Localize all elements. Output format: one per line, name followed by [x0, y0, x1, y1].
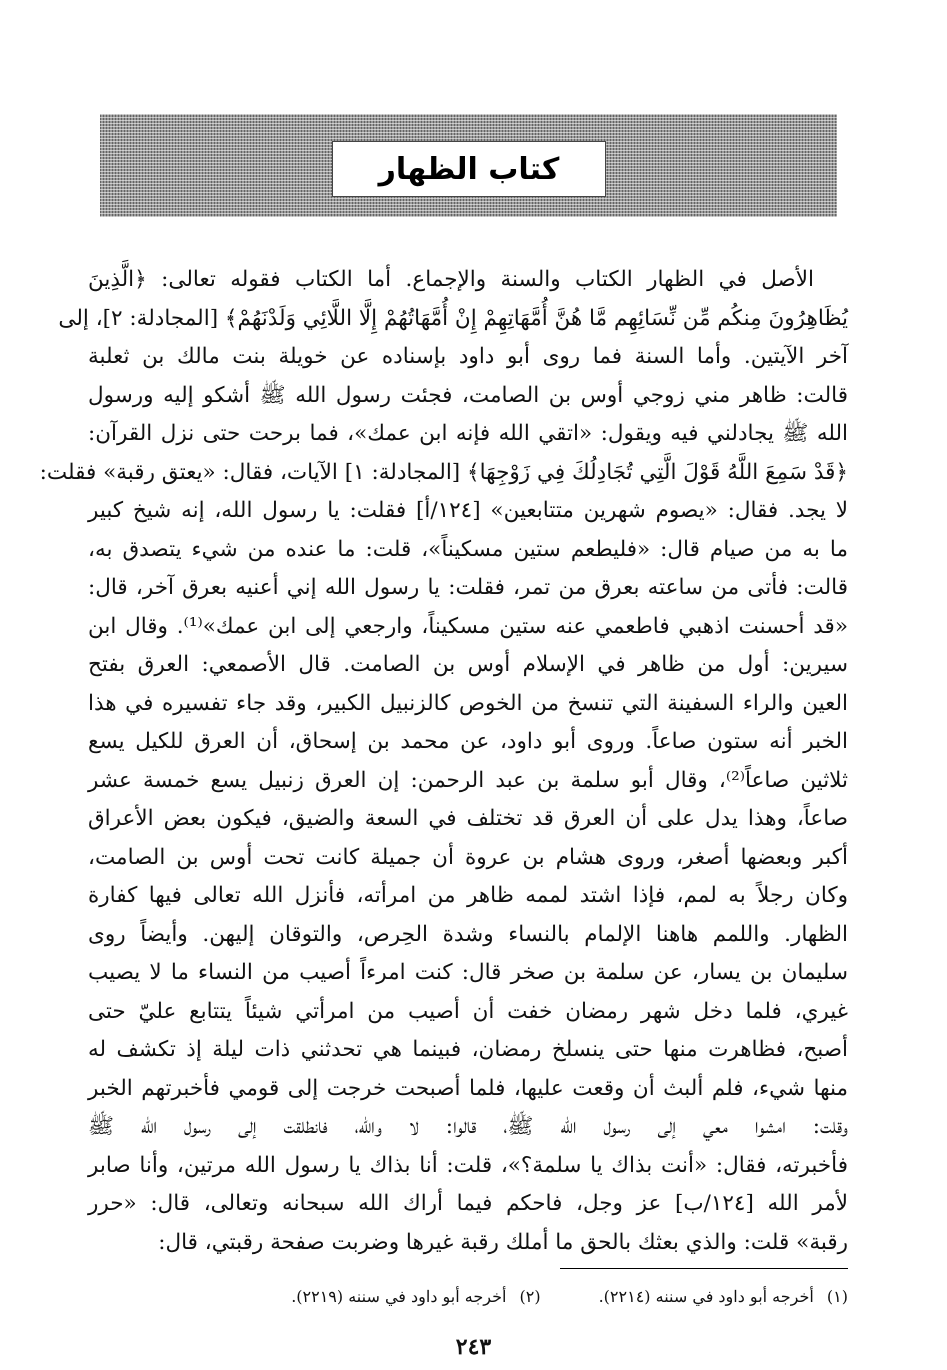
text-line: الخبر أنه ستون صاعاً. وروى أبو داود، عن محمد بن إسحاق، أن العرق للكيل يسع [88, 729, 848, 754]
footnote [599, 1287, 848, 1306]
text-line: الله ﷺ يجادلني فيه ويقول: «اتقي الله فإنه ابن عمك»، فما برحت حتى نزل القرآن: [88, 421, 848, 446]
footnote-text: أخرجه أبو داود في سننه (٢٢١٩). [291, 1287, 507, 1306]
text-line: لا يجد. فقال: «يصوم شهرين متتابعين» [١٢٤/أ] فقلت: يا رسول الله، إنه شيخ كبير [88, 498, 849, 523]
text-line: يُظَاهِرُونَ مِنكُم مِّن نِّسَائِهِم مَّا هُنَّ أُمَّهَاتِهِمْ إِنْ أُمَّهَاتُهُمْ إِلَّا اللَّائِي وَلَدْنَهُمْ﴾ [المجادلة: ٢]، إلى [58, 305, 848, 331]
text-line: ما به من صيام قال: «فليطعم ستين مسكيناً»، قلت: ما عنده من شيء يتصدق به، [88, 536, 848, 562]
text-line: لأمر الله [١٢٤/ب] عز وجل، فاحكم فيما أراك الله سبحانه وتعالى، قال: «حرر [88, 1191, 848, 1216]
page-number: ٢٤٣ [455, 1334, 492, 1360]
body-text [39, 261, 849, 1262]
text-line: قالت: ظاهر مني زوجي أوس بن الصامت، فجئت رسول الله ﷺ أشكو إليه ورسول [88, 382, 848, 408]
text-line: ﴿قَدْ سَمِعَ اللَّهُ قَوْلَ الَّتِي تُجَادِلُكَ فِي زَوْجِهَا﴾ [المجادلة: ١] الآيات، فقال: «يعتق رقبة» فقلت: [39, 459, 848, 485]
text-line: سليمان بن يسار، عن سلمة بن صخر قال: كنت امرءاً أصيب من النساء ما لا يصيب [88, 960, 848, 985]
text-line: أكبر وبعضها أصغر، وروى هشام بن عروة أن جميلة كانت تحت أوس بن الصامت، [88, 844, 848, 870]
text-line: «قد أحسنت اذهبي فاطعمي عنه ستين مسكيناً، وارجعي إلى ابن عمك»⁽¹⁾. وقال ابن [88, 613, 848, 639]
footnote-mark: (١) [826, 1287, 848, 1306]
text-line: وقلت: امشوا معي إلى رسول الله ﷺ، قالوا: لا والله، فانطلقت إلى رسول الله ﷺ [88, 1114, 848, 1139]
text-line: أصبح، فظاهرت منها حتى ينسلخ رمضان، فبينما هي تحدثني ذات ليلة إذ تكشف له [88, 1037, 848, 1062]
footnote-mark: (٢) [519, 1287, 541, 1306]
footnote-divider [560, 1268, 848, 1269]
text-line: فأخبرته، فقال: «أنت بذاك يا سلمة؟»، قلت: أنا بذاك يا رسول الله مرتين، وأنا صابر [88, 1152, 848, 1178]
text-line: وكان رجلاً به لمم، فإذا اشتد لممه ظاهر من امرأته، فأنزل الله تعالى فيها كفارة [88, 883, 848, 908]
text-line: الظهار. واللمم هاهنا الإلمام بالنساء وشدة الحِرص، والتوقان إليهن. وأيضاً روى [88, 921, 848, 947]
footnotes [88, 1287, 848, 1306]
text-line: قالت: فأتى من ساعته بعرق من تمر، فقلت: يا رسول الله إني أعنيه بعرق آخر، قال: [88, 575, 848, 600]
text-line: منها شيء، فلم ألبث أن وقعت عليها، فلما أصبحت خرجت إلى قومي فأخبرتهم الخبر [88, 1075, 848, 1101]
text-line: غيري، فلما دخل شهر رمضان خفت أن أصيب من امرأتي شيئاً يتتابع عليّ حتى [88, 998, 848, 1024]
text-line: العين والراء السفينة التي تنسخ من الخوص كالزنبيل الكبير، وقد جاء تفسيره في هذا [88, 690, 848, 716]
text-line: ثلاثين صاعاً⁽²⁾، وقال أبو سلمة بن عبد الرحمن: إن العرق زنبيل يسع خمسة عشر [88, 767, 848, 793]
text-line: صاعاً، وهذا يدل على أن العرق قد تختلف في السعة والضيق، فيكون بعض الأعراق [88, 806, 848, 831]
text-line: رقبة» قلت: والذي بعثك بالحق ما أملك رقبة غيرها وضربت صفحة رقبتي، قال: [158, 1229, 848, 1255]
chapter-title-box [332, 141, 606, 197]
footnote [291, 1287, 540, 1306]
text-line: آخر الآيتين. وأما السنة فما روى أبو داود بإسناده عن خويلة بنت مالك بن ثعلبة [88, 344, 848, 369]
text-line: سيرين: أول من ظاهر في الإسلام أوس بن الصامت. قال الأصمعي: العرق بفتح [88, 652, 848, 677]
chapter-title: كتاب الظهار [378, 151, 560, 187]
chapter-banner [100, 114, 837, 217]
footnote-text: أخرجه أبو داود في سننه (٢٢١٤). [598, 1287, 814, 1306]
text-line: الأصل في الظهار الكتاب والسنة والإجماع. أما الكتاب فقوله تعالى: ﴿الَّذِينَ [88, 267, 814, 292]
